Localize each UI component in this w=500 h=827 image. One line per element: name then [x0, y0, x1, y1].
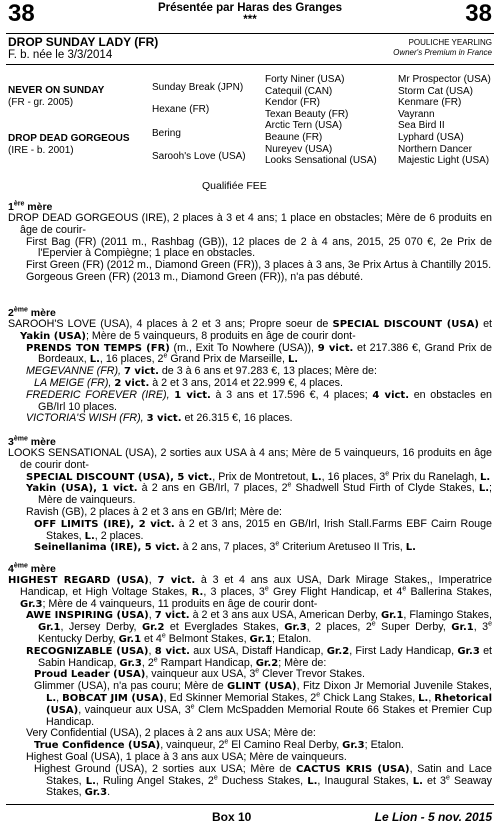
dam2-produce-1: PRENDS TON TEMPS (FR) (m., Exit To Nowhere (USA)), 9 vict. et 217.386 €, Grand Prix de Bordeaux, L., 16 places, 2e Grand Prix de Marseille, L.	[26, 341, 492, 366]
pedigree-dam: DROP DEAD GORGEOUS	[8, 133, 130, 144]
pedigree-gen2-2: Hexane (FR)	[152, 104, 210, 115]
section-title-dam4: 4ème mère	[8, 562, 56, 575]
horse-birth: F. b. née le 3/3/2014	[8, 49, 113, 61]
pedigree-gen3-6: Beaune (FR)	[265, 132, 323, 143]
dam3-produce-1: SPECIAL DISCOUNT (USA), 5 vict., Prix de Montretout, L., 16 places, 3e Prix du Ranelagh, L.	[26, 470, 491, 483]
dam2-intro: SAROOH'S LOVE (USA), 4 places à 2 et 3 ans; Propre soeur de SPECIAL DISCOUNT (USA) et Yakin (USA); Mère de 5 vainqueurs, 8 produits en âge de courir dont-	[8, 318, 492, 342]
lot-number-right: 38	[465, 0, 492, 27]
pedigree-sire: NEVER ON SUNDAY	[8, 85, 105, 96]
dam3-produce-3: Ravish (GB), 2 places à 2 et 3 ans en GB/Irl; Mère de:	[26, 505, 283, 518]
footer-event: Le Lion - 5 nov. 2015	[374, 810, 492, 824]
pedigree-gen4-5: Sea Bird II	[398, 120, 445, 132]
category-block	[393, 38, 492, 58]
dam4-produce-2: RECOGNIZABLE (USA), 8 vict. aux USA, Distaff Handicap, Gr.2, First Lady Handicap, Gr.3 et Sabin Handicap, Gr.3, 2e Rampart Handicap, Gr.2; Mère de:	[26, 644, 492, 669]
pedigree-gen3-2: Catequil (CAN)	[265, 85, 333, 97]
qualification-note: Qualifiée FEE	[202, 180, 267, 192]
dam1-intro: DROP DEAD GORGEOUS (IRE), 2 places à 3 et 4 ans; 1 place en obstacles; Mère de 6 produits en âge de courir-	[8, 212, 492, 236]
lot-number-left: 38	[8, 0, 35, 27]
pedigree-gen2-3: Bering	[152, 128, 181, 139]
dam3-produce-3-foal-1: OFF LIMITS (IRE), 2 vict. à 2 et 3 ans, 2015 en GB/Irl, Irish Stall.Farms EBF Cairn Rouge Stakes, L., 2 places.	[34, 517, 492, 542]
dam3-produce-2: Yakin (USA), 1 vict. à 2 ans en GB/Irl, 7 places, 2e Shadwell Stud Firth of Clyde Stakes, L.; Mère de vainqueurs.	[26, 481, 493, 507]
pedigree-gen4-6: Lyphard (USA)	[398, 132, 464, 143]
section-title-dam2: 2ème mère	[8, 306, 56, 319]
pedigree-gen2-4: Sarooh's Love (USA)	[152, 151, 246, 162]
dam1-produce-1: First Bag (FR) (2011 m., Rashbag (GB)), 12 places de 2 à 4 ans, 2015, 25 070 €, 2e Prix de l'Epervier à Compiègne; 1 place en obstacles.	[26, 235, 492, 260]
pedigree-gen3-5: Arctic Tern (USA)	[265, 120, 343, 132]
footer-divider	[6, 804, 494, 805]
pedigree-gen3-8: Looks Sensational (USA)	[265, 155, 377, 167]
footer-box: Box 10	[212, 810, 252, 824]
dam4-produce-3-foal: True Confidence (USA), vainqueur, 2e El Camino Real Derby, Gr.3; Etalon.	[34, 738, 404, 752]
dam4-produce-3: Very Confidential (USA), 2 places à 2 ans aux USA; Mère de:	[26, 727, 316, 740]
section-dam2	[8, 319, 492, 425]
pedigree-gen4-1: Mr Prospector (USA)	[398, 74, 491, 85]
horse-name: DROP SUNDAY LADY (FR)	[8, 35, 159, 49]
pedigree-gen4-4: Vayrann	[398, 108, 435, 120]
pedigree-sire-info: (FR - gr. 2005)	[8, 97, 74, 108]
pedigree-gen4-7: Northern Dancer	[398, 143, 472, 155]
dam4-produce-4: Highest Goal (USA), 1 place à 3 ans aux USA; Mère de vainqueurs.	[26, 750, 347, 763]
dam2-produce-2-foal: LA MEIGE (FR), 2 vict. à 2 et 3 ans, 2014 et 22.999 €, 4 places.	[34, 376, 343, 389]
section-title-dam1: 1ère mère	[8, 200, 53, 213]
dam4-produce-1: AWE INSPIRING (USA), 7 vict. à 2 et 3 ans aux USA, American Derby, Gr.1, Flamingo Stakes, Gr.1, Jersey Derby, Gr.2 et Everglades Stakes, Gr.3, 2 places, 2e Super Derby, Gr.1, 3e Kentucky Derby, Gr.1 et 4e Belmont Stakes, Gr.1; Etalon.	[26, 609, 492, 645]
dam2-produce-3: FREDERIC FOREVER (IRE), 1 vict. à 3 ans et 17.596 €, 4 places; 4 vict. en obstacles en GB/Irl 10 places.	[26, 388, 492, 413]
horse-category: POULICHE YEARLING	[408, 38, 492, 47]
pedigree-gen3-3: Kendor (FR)	[265, 97, 321, 109]
pedigree-gen4-3: Kenmare (FR)	[398, 97, 462, 109]
pedigree-gen4-8: Majestic Light (USA)	[398, 155, 490, 167]
dam3-produce-3-foal-2: Seinellanima (IRE), 5 vict. à 2 ans, 7 places, 3e Criterium Aretuseo II Tris, L.	[34, 540, 416, 554]
dam2-produce-2: MEGEVANNE (FR), 7 vict. de 3 à 6 ans et 97.283 €, 13 places; Mère de:	[26, 365, 377, 378]
consignor-header	[90, 2, 410, 26]
dam1-produce-2: First Green (FR) (2012 m., Diamond Green (FR)), 3 places à 3 ans, 3e Prix Artus à Chantilly 2015.	[26, 259, 492, 272]
dam4-produce-2-foal-1: Proud Leader (USA), vainqueur aux USA, 3e Clever Trevor Stakes.	[34, 667, 365, 681]
owner-premium: Owner's Premium in France	[393, 48, 492, 57]
dam1-produce-3: Gorgeous Green (FR) (2013 m., Diamond Green (FR)), n'a pas débuté.	[26, 270, 364, 283]
dam3-intro: LOOKS SENSATIONAL (USA), 2 sorties aux USA à 4 ans; Mère de 5 vainqueurs, 16 produits en âge de courir dont-	[8, 447, 492, 471]
pedigree-gen3-4: Texan Beauty (FR)	[265, 108, 349, 120]
section-dam1	[8, 213, 492, 284]
pedigree-gen2-1: Sunday Break (JPN)	[152, 82, 244, 93]
consignor-stars: ***	[243, 14, 257, 26]
section-title-dam3: 3ème mère	[8, 435, 56, 448]
dam4-intro: HIGHEST REGARD (USA), 7 vict. à 3 et 4 ans aux USA, Dark Mirage Stakes,, Imperatrice Handicap, et High Voltage Stakes, R., 3 places, 3e Grey Flight Handicap, et 4e Ballerina Stakes, Gr.3; Mère de 4 vainqueurs, 11 produits en âge de courir dont-	[8, 574, 493, 610]
title-divider	[6, 64, 494, 65]
pedigree-dam-info: (IRE - b. 2001)	[8, 145, 74, 156]
dam2-produce-4: VICTORIA'S WISH (FR), 3 vict. et 26.315 €, 16 places.	[26, 412, 293, 425]
pedigree-gen3-1: Forty Niner (USA)	[265, 74, 345, 85]
pedigree-gen4-2: Storm Cat (USA)	[398, 85, 474, 97]
section-dam3	[8, 448, 492, 554]
section-dam4	[8, 575, 492, 799]
pedigree-gen3-7: Nureyev (USA)	[265, 143, 333, 155]
dam4-produce-2-foal-2: Glimmer (USA), n'a pas couru; Mère de GLINT (USA), Fitz Dixon Jr Memorial Juvenile Stakes, L., BOBCAT JIM (USA), Ed Skinner Memorial Stakes, 2e Chick Lang Stakes, L., Rhetorical (USA), vainqueur aux USA, 3e Clem McSpadden Memorial Route 66 Stakes et Premier Cup Handicap.	[34, 680, 493, 728]
dam4-produce-4-foal: Highest Ground (USA), 2 sorties aux USA; Mère de CACTUS KRIS (USA), Satin and Lace Stakes, L., Ruling Angel Stakes, 2e Duchess Stakes, L., Inaugural Stakes, L. et 3e Seaway Stakes, Gr.3.	[34, 762, 492, 799]
header-divider	[6, 33, 494, 34]
consignor-name: Présentée par Haras des Granges	[157, 2, 343, 14]
